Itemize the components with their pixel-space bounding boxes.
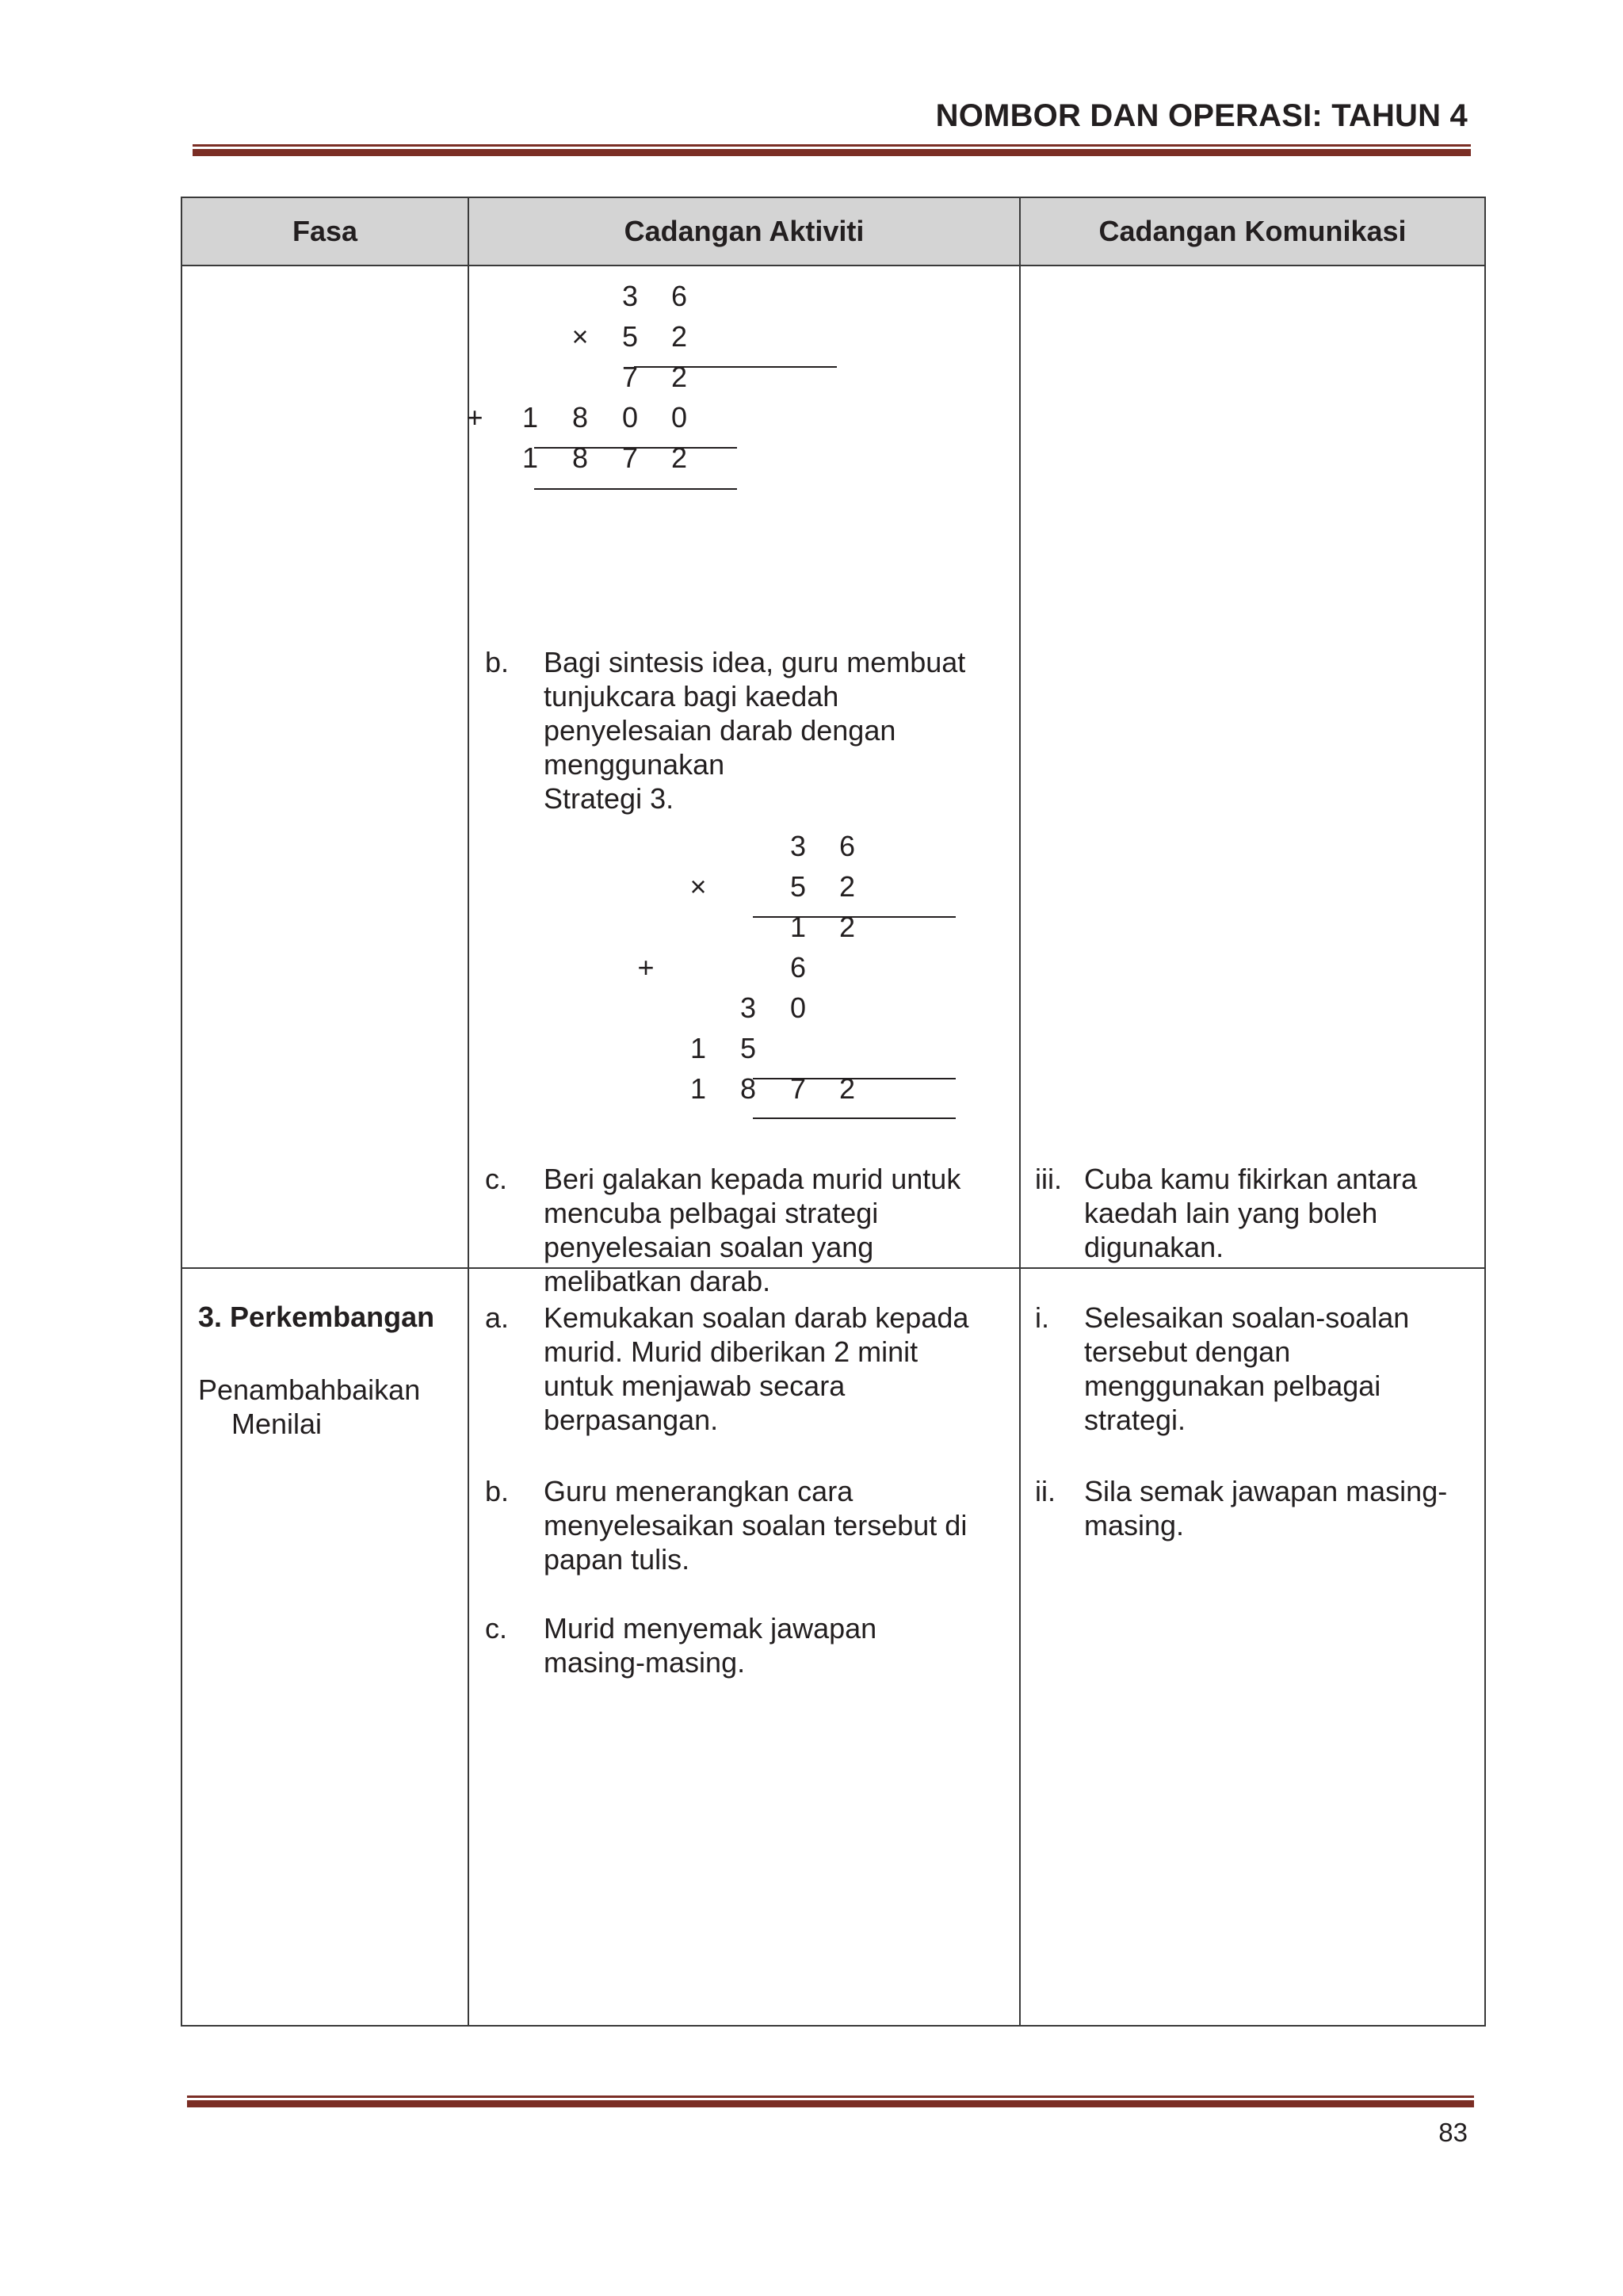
calc-digit: 3 — [739, 991, 757, 1024]
footer-rule — [187, 2095, 1474, 2109]
calc-digit: 2 — [670, 320, 688, 353]
plus-sign: + — [466, 401, 483, 434]
table-row — [181, 266, 1485, 1268]
header-rule — [193, 144, 1471, 158]
lesson-table — [181, 197, 1486, 2027]
page-header-title: NOMBOR DAN OPERASI: TAHUN 4 — [935, 98, 1468, 133]
calc-digit: 3 — [789, 830, 807, 862]
calc-digit: 1 — [789, 911, 807, 943]
calc-rule — [534, 488, 737, 490]
table-row — [181, 1268, 1485, 2026]
column-header-fasa: Fasa — [181, 197, 468, 266]
calc-digit: 1 — [521, 441, 539, 474]
calc-digit: 8 — [571, 441, 589, 474]
aktiviti-cell: a. Kemukakan soalan darab kepada murid. Murid diberikan 2 minit untuk menjawab secara berpasangan. b. Guru menerangkan cara menyelesaikan soalan tersebut di papan tulis. c. Murid menyemak jawapan masing-masing. — [468, 1268, 1020, 2026]
calc-digit: 2 — [838, 1072, 856, 1105]
calc-digit: 6 — [838, 830, 856, 862]
calc-digit: 1 — [521, 401, 539, 434]
calc-digit: 7 — [621, 441, 639, 474]
calc-rule — [634, 366, 837, 368]
komunikasi-cell: i. Selesaikan soalan-soalan tersebut dengan menggunakan pelbagai strategi. ii. Sila semak jawapan masing- masing. — [1020, 1268, 1485, 2026]
column-header-komunikasi: Cadangan Komunikasi — [1020, 197, 1485, 266]
table-header-row — [181, 197, 1485, 266]
calc-digit: 0 — [789, 991, 807, 1024]
calc-digit: 2 — [670, 361, 688, 393]
plus-sign: + — [637, 951, 655, 984]
calc-digit: 1 — [689, 1032, 707, 1064]
fasa-subtitle: Penambahbaikan — [198, 1373, 421, 1406]
calc-digit: 7 — [621, 361, 639, 393]
calc-digit: 2 — [838, 870, 856, 903]
calc-digit: 5 — [789, 870, 807, 903]
calc-digit: 0 — [670, 401, 688, 434]
calc-digit: 5 — [739, 1032, 757, 1064]
calc-digit: 1 — [689, 1072, 707, 1105]
calc-digit: 8 — [739, 1072, 757, 1105]
calc-digit: 0 — [621, 401, 639, 434]
calc-digit: 6 — [789, 951, 807, 984]
aktiviti-cell: 3 6 × 5 2 7 2 + 1 8 0 0 1 8 7 2 b. Bagi sintesis idea, guru membuat tunjukcara bagi kaedah penyelesaian darab dengan menggunakan Strategi 3. 3 6 × 5 2 1 2 + 6 3 0 1 5 1 8 7 2 c. Beri galakan kepada murid untuk mencuba pelbagai strategi penyelesaian soalan yang melibatkan darab. — [468, 266, 1020, 1268]
page-number: 83 — [1438, 2118, 1468, 2147]
calc-digit: 5 — [621, 320, 639, 353]
fasa-cell-empty — [181, 266, 468, 1268]
fasa-subtitle: Menilai — [231, 1408, 323, 1440]
komunikasi-cell: iii. Cuba kamu fikirkan antara kaedah lain yang boleh digunakan. — [1020, 266, 1485, 1268]
fasa-cell — [181, 1268, 468, 2026]
calc-digit: 6 — [670, 280, 688, 312]
calc-digit: 7 — [789, 1072, 807, 1105]
column-header-aktiviti: Cadangan Aktiviti — [468, 197, 1020, 266]
calc-digit: 8 — [571, 401, 589, 434]
multiply-sign: × — [571, 320, 589, 353]
calc-digit: 2 — [670, 441, 688, 474]
calc-rule — [753, 1117, 956, 1119]
calc-digit: 2 — [838, 911, 856, 943]
multiply-sign: × — [689, 870, 707, 903]
fasa-title: 3. Perkembangan — [198, 1301, 435, 1333]
calc-digit: 3 — [621, 280, 639, 312]
